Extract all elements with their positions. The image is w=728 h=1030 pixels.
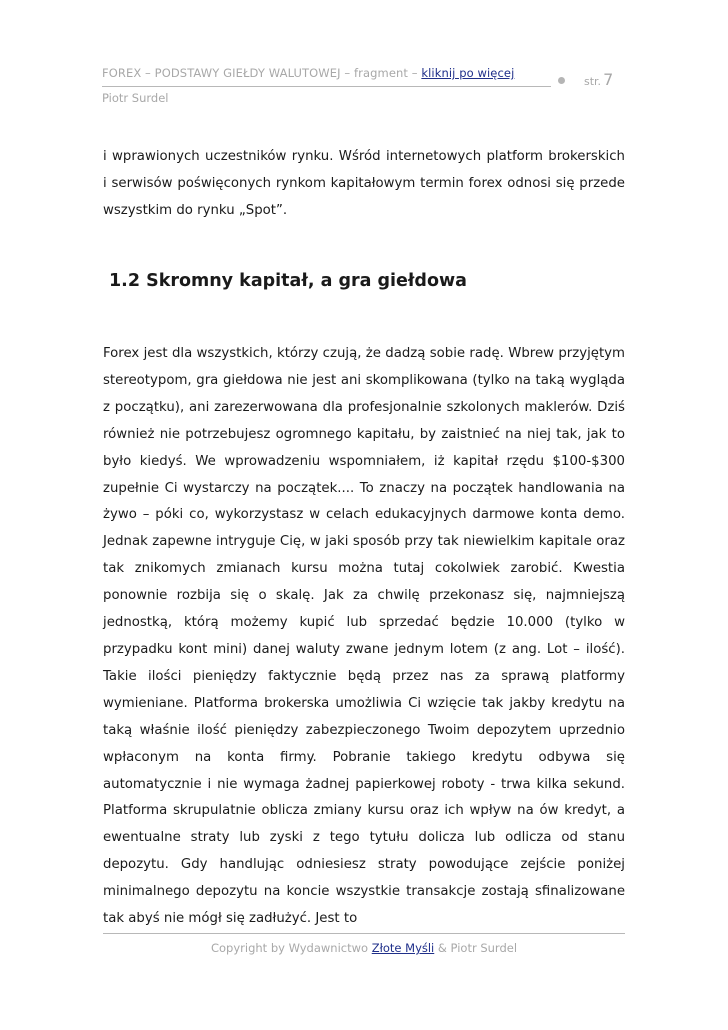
section-heading: 1.2 Skromny kapitał, a gra giełdowa (109, 271, 467, 291)
page-number (584, 70, 613, 89)
footer-divider (103, 933, 625, 934)
header-title: FOREX – PODSTAWY GIEŁDY WALUTOWEJ – fragment – (102, 66, 418, 80)
header-title-line (102, 66, 626, 80)
bullet-icon (558, 77, 565, 84)
more-link[interactable]: kliknij po więcej (421, 66, 515, 80)
body-text-main (103, 341, 625, 933)
footer-copyright: Copyright by Wydawnictwo (210, 941, 369, 955)
header-author: Piotr Surdel (102, 91, 169, 105)
header-divider (102, 86, 551, 87)
footer-author: & Piotr Surdel (437, 941, 518, 955)
publisher-link[interactable]: Złote Myśli (371, 941, 435, 955)
paragraph: i wprawionych uczestników rynku. Wśród internetowych platform brokerskich i serwisów poświęconych rynkom kapitałowym termin forex odnosi się przede wszystkim do rynku „Spot”. (103, 149, 625, 218)
paragraph: Forex jest dla wszystkich, którzy czują, że dadzą sobie radę. Wbrew przyjętym stereotypom, gra giełdowa nie jest ani skomplikowana (tylko na taką wygląda z początku), ani zarezerwowana dla profesjonalnie szkolonych maklerów. Dziś również nie potrzebujesz ogromnego kapitału, by zaistnieć na niej tak, jak to było kiedyś. We wprowadzeniu wspomniałem, iż kapitał rzędu $100-$300 zupełnie Ci wystarczy na początek.... To znaczy na początek handlowania na żywo – póki co, wykorzystasz w celach edukacyjnych darmowe konta demo. Jednak zapewne intryguje Cię, w jaki sposób przy tak niewielkim kapitale oraz tak znikomych zmianach kursu można tutaj cokolwiek zarobić. Kwestia ponownie rozbija się o skalę. Jak za chwilę przekonasz się, najmniejszą jednostką, którą możemy kupić lub sprzedać będzie 10.000 (tylko w przypadku kont mini) danej waluty zwane jednym lotem (z ang. Lot – ilość). Takie ilości pieniędzy faktycznie będą przez nas za sprawą platformy wymieniane. Platforma brokerska umożliwia Ci wzięcie tak jakby kredytu na taką właśnie ilość pieniędzy zabezpieczonego Twoim depozytem uprzednio wpłaconym na konta firmy. Pobranie takiego kredytu odbywa się automatycznie i nie wymaga żadnej papierkowej roboty - trwa kilka sekund. Platforma skrupulatnie oblicza zmiany kursu oraz ich wpływ na ów kredyt, a ewentualne straty lub zyski z tego tytułu dolicza lub odlicza od stanu depozytu. Gdy handlując odniesiesz straty powodujące zejście poniżej minimalnego depozytu na koncie wszystkie transakcje zostają sfinalizowane tak abyś nie mógł się zadłużyć. Jest to (103, 346, 625, 927)
page-label: str. (584, 75, 602, 88)
page-number-value: 7 (603, 70, 614, 89)
page-footer (0, 941, 728, 955)
page-header (102, 66, 626, 105)
body-text-top (103, 144, 625, 225)
